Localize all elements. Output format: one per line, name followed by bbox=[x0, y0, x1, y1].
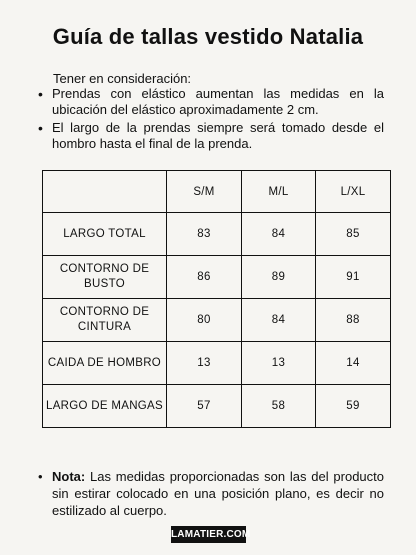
note-text bbox=[52, 468, 384, 519]
table-row bbox=[43, 213, 391, 256]
bullet-dot-icon: • bbox=[38, 86, 43, 102]
table-cell: 58 bbox=[242, 385, 316, 428]
table-cell: 84 bbox=[242, 213, 316, 256]
row-label-line: CONTORNO DE bbox=[59, 263, 150, 275]
row-label bbox=[43, 299, 167, 342]
brand-logo: LAMATIER.COM bbox=[171, 526, 246, 543]
note bbox=[38, 468, 384, 519]
header-cell-empty bbox=[43, 171, 167, 213]
bullet-list bbox=[38, 86, 384, 154]
table-row bbox=[43, 256, 391, 299]
table-cell: 91 bbox=[316, 256, 391, 299]
intro-text: Tener en consideración: bbox=[53, 71, 192, 86]
table-cell: 86 bbox=[167, 256, 242, 299]
row-label bbox=[43, 256, 167, 299]
row-label-line: CONTORNO DE bbox=[59, 306, 150, 318]
table-row bbox=[43, 299, 391, 342]
table-header-row bbox=[43, 171, 391, 213]
table-cell: 13 bbox=[167, 342, 242, 385]
table-cell: 59 bbox=[316, 385, 391, 428]
header-cell-size: M/L bbox=[242, 171, 316, 213]
table-cell: 89 bbox=[242, 256, 316, 299]
bullet-item bbox=[38, 86, 384, 118]
table-cell: 80 bbox=[167, 299, 242, 342]
bullet-dot-icon: • bbox=[38, 469, 43, 484]
row-label: LARGO TOTAL bbox=[43, 213, 167, 256]
table-row bbox=[43, 342, 391, 385]
bullet-text: El largo de la prendas siempre será tomado desde el hombro hasta el final de la prenda. bbox=[52, 120, 384, 151]
header-cell-size: L/XL bbox=[316, 171, 391, 213]
row-label-line: BUSTO bbox=[84, 278, 125, 290]
note-label: Nota: bbox=[52, 469, 86, 484]
table-cell: 57 bbox=[167, 385, 242, 428]
row-label: LARGO DE MANGAS bbox=[43, 385, 167, 428]
table-cell: 13 bbox=[242, 342, 316, 385]
bullet-dot-icon: • bbox=[38, 120, 43, 136]
table-cell: 88 bbox=[316, 299, 391, 342]
table-cell: 14 bbox=[316, 342, 391, 385]
table-cell: 83 bbox=[167, 213, 242, 256]
row-label: CAIDA DE HOMBRO bbox=[43, 342, 167, 385]
size-table bbox=[42, 170, 391, 428]
table-cell: 84 bbox=[242, 299, 316, 342]
row-label-line: CINTURA bbox=[77, 321, 132, 333]
bullet-text: Prendas con elástico aumentan las medidas en la ubicación del elástico aproximadamente 2 cm. bbox=[52, 86, 384, 117]
page-title: Guía de tallas vestido Natalia bbox=[52, 24, 364, 49]
table-cell: 85 bbox=[316, 213, 391, 256]
bullet-item bbox=[38, 120, 384, 152]
header-cell-size: S/M bbox=[167, 171, 242, 213]
note-body: Las medidas proporcionadas son las del producto sin estirar colocado en una posición plano, es decir no estilizado al cuerpo. bbox=[52, 469, 384, 518]
table-row bbox=[43, 385, 391, 428]
